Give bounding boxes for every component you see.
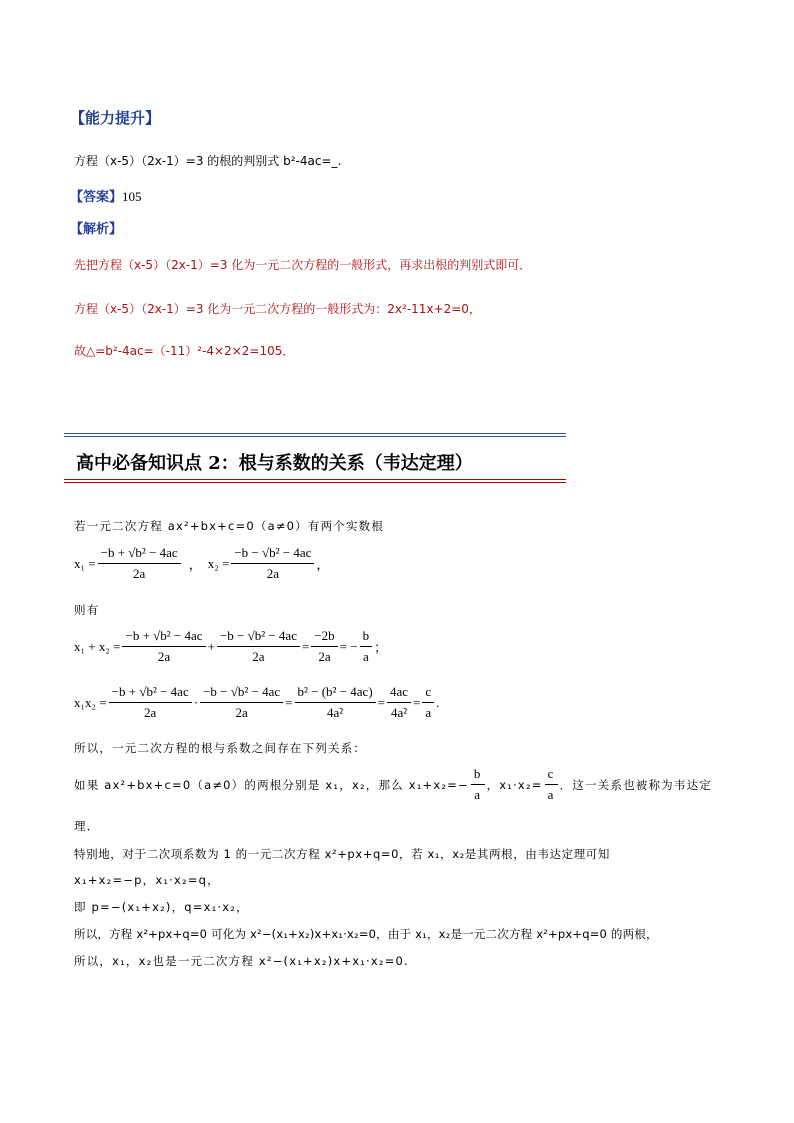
namely-line: 即 p=−(x₁+x₂)，q=x₁·x₂， xyxy=(74,900,249,914)
analysis-line-1: 先把方程（x-5）（2x-1）=3 化为一元二次方程的一般形式，再求出根的判别式即可． xyxy=(74,258,532,272)
x1-lhs: x₁ = xyxy=(74,555,96,571)
intro-line: 若一元二次方程 ax²+bx+c=0（a≠0）有两个实数根 xyxy=(74,519,385,533)
so-final-line: 所以，x₁，x₂也是一元二次方程 x²−(x₁+x₂)x+x₁·x₂=0. xyxy=(74,954,409,968)
ability-heading: 【能力提升】 xyxy=(70,109,161,127)
special-eq: x₁+x₂=−p，x₁·x₂=q， xyxy=(74,873,220,887)
section-title: 高中必备知识点 2：根与系数的关系（韦达定理） xyxy=(76,453,473,474)
answer-row xyxy=(70,186,142,205)
if-line: 如果 ax²+bx+c=0（a≠0）的两根分别是 x₁，x₂，那么 x₁+x₂=− $\frac{b}{a}$ ，x₁·x₂= $\frac{c}{a}$ ．这一关系也被称为韦达定 xyxy=(74,766,712,802)
top-rule-1 xyxy=(64,433,566,434)
so-line: 所以，一元二次方程的根与系数之间存在下列关系： xyxy=(74,741,367,755)
answer-label: 【答案】 xyxy=(70,190,123,205)
x2-fraction: $\frac{\text{−b − √b² − 4ac}}{2a}$ xyxy=(231,545,314,582)
product-formula: x₁x₂ = $\frac{\text{−b + √b² − 4ac}}{2a}$ · $\frac{\text{−b − √b² − 4ac}}{2a}$ = $\frac{\text{b² − (b² − 4ac)}}{\text{4a²}}$ = $\frac{4ac}{\text{4a²}}$ = $\frac{c}{a}$ . xyxy=(74,684,440,720)
roots-formula: x₁ = $\frac{\text{−b + √b² − 4ac}}{2a}$ ， x₂ = $\frac{\text{−b − √b² − 4ac}}{2a}$ ， xyxy=(74,545,330,581)
x1-fraction: $\frac{\text{−b + √b² − 4ac}}{2a}$ xyxy=(98,545,181,582)
sum-formula: x₁ + x₂ = $\frac{\text{−b + √b² − 4ac}}{2a}$ + $\frac{\text{−b − √b² − 4ac}}{2a}$ = $\frac{-2b}{2a}$ = − $\frac{b}{a}$ ； xyxy=(74,628,388,664)
if-line-cont: 理． xyxy=(74,819,100,833)
bottom-rule-2 xyxy=(64,482,566,483)
then-line: 则有 xyxy=(74,603,100,617)
top-rule-2 xyxy=(64,436,566,437)
so-eq-line: 所以，方程 x²+px+q=0 可化为 x²−(x₁+x₂)x+x₁·x₂=0，由于 x₁，x₂是一元二次方程 x²+px+q=0 的两根， xyxy=(74,927,658,941)
special-line: 特别地，对于二次项系数为 1 的一元二次方程 x²+px+q=0，若 x₁，x₂是其两根，由韦达定理可知 xyxy=(74,847,611,861)
analysis-label: 【解析】 xyxy=(70,222,123,237)
bottom-rule-1 xyxy=(64,479,566,480)
question-text: 方程（x-5）（2x-1）=3 的根的判别式 b²-4ac=_. xyxy=(74,154,342,168)
analysis-line-3: 故△=b²-4ac=（-11）²-4×2×2=105． xyxy=(74,344,295,358)
answer-value: 105 xyxy=(122,189,142,204)
analysis-line-2: 方程（x-5）（2x-1）=3 化为一元二次方程的一般形式为：2x²-11x+2=0， xyxy=(74,302,481,316)
x2-lhs: x₂ = xyxy=(207,555,230,571)
